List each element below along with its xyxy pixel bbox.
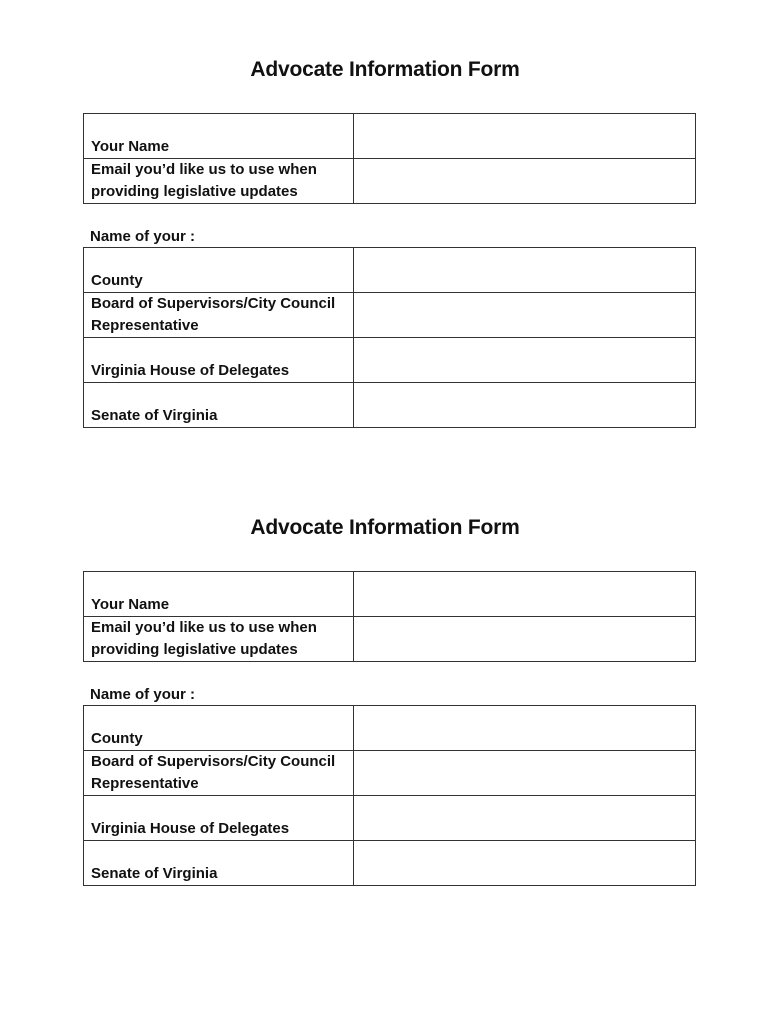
advocate-form-1 <box>0 0 770 460</box>
county-field[interactable] <box>354 706 696 751</box>
email-field[interactable] <box>354 617 696 662</box>
table-row <box>84 293 696 338</box>
table-row <box>84 383 696 428</box>
your-name-field[interactable] <box>354 572 696 617</box>
board-of-supervisors-field[interactable] <box>354 751 696 796</box>
senate-of-virginia-field[interactable] <box>354 383 696 428</box>
table-row <box>84 338 696 383</box>
senate-of-virginia-label: Senate of Virginia <box>84 383 354 428</box>
county-field[interactable] <box>354 248 696 293</box>
table-row <box>84 617 696 662</box>
senate-of-virginia-label: Senate of Virginia <box>84 841 354 886</box>
name-of-your-label: Name of your : <box>90 686 196 703</box>
your-name-label: Your Name <box>84 114 354 159</box>
senate-of-virginia-field[interactable] <box>354 841 696 886</box>
form-title: Advocate Information Form <box>250 58 520 81</box>
form-title: Advocate Information Form <box>250 516 520 539</box>
board-of-supervisors-field[interactable] <box>354 293 696 338</box>
email-field[interactable] <box>354 159 696 204</box>
table-row <box>84 751 696 796</box>
email-label: Email you’d like us to use when providing legislative updates <box>84 617 354 662</box>
name-of-your-label: Name of your : <box>90 228 196 245</box>
table-row <box>84 796 696 841</box>
contact-table <box>83 113 696 204</box>
your-name-label: Your Name <box>84 572 354 617</box>
county-label: County <box>84 248 354 293</box>
contact-table <box>83 571 696 662</box>
table-row <box>84 572 696 617</box>
representatives-table <box>83 705 696 886</box>
representatives-table <box>83 247 696 428</box>
house-of-delegates-label: Virginia House of Delegates <box>84 338 354 383</box>
table-row <box>84 841 696 886</box>
table-row <box>84 159 696 204</box>
house-of-delegates-field[interactable] <box>354 338 696 383</box>
advocate-form-2 <box>0 458 770 918</box>
house-of-delegates-label: Virginia House of Delegates <box>84 796 354 841</box>
board-of-supervisors-label: Board of Supervisors/City Council Representative <box>84 293 354 338</box>
email-label: Email you’d like us to use when providing legislative updates <box>84 159 354 204</box>
county-label: County <box>84 706 354 751</box>
table-row <box>84 706 696 751</box>
table-row <box>84 114 696 159</box>
table-row <box>84 248 696 293</box>
your-name-field[interactable] <box>354 114 696 159</box>
house-of-delegates-field[interactable] <box>354 796 696 841</box>
board-of-supervisors-label: Board of Supervisors/City Council Representative <box>84 751 354 796</box>
